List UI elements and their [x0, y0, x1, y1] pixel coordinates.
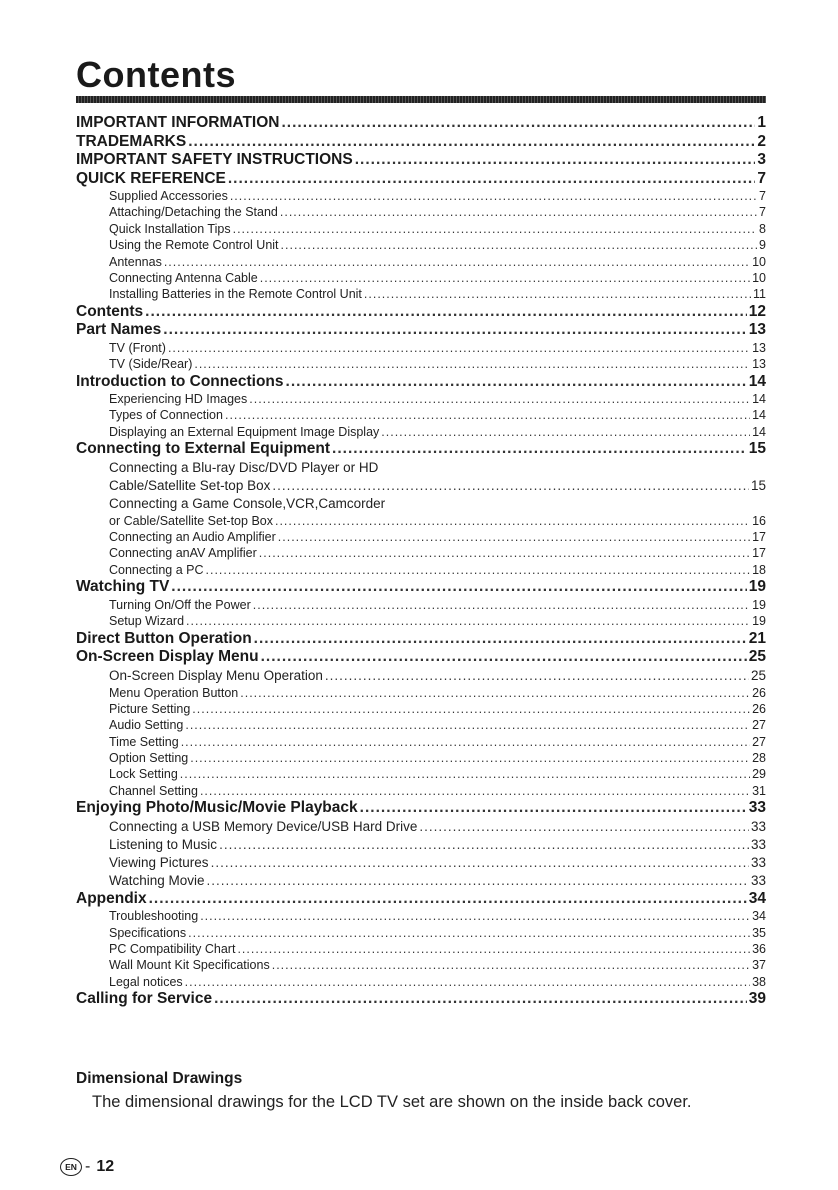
- toc-subsection-entry[interactable]: [76, 957, 766, 973]
- toc-dot-leader: [180, 766, 750, 782]
- toc-subsection-entry[interactable]: [76, 188, 766, 204]
- toc-entry-label: Antennas: [109, 254, 162, 269]
- toc-dot-leader: [260, 270, 750, 286]
- toc-page-number: 27: [752, 718, 766, 733]
- toc-subsection-entry[interactable]: [76, 237, 766, 253]
- toc-subsection-entry[interactable]: [76, 854, 766, 872]
- toc-entry-label: Calling for Service: [76, 990, 213, 1008]
- toc-page-number: 7: [759, 188, 766, 203]
- toc-page-number: 13: [752, 340, 766, 355]
- toc-page-number: 13: [748, 321, 766, 339]
- toc-page-number: 13: [752, 357, 766, 372]
- toc-subsection-entry[interactable]: [76, 597, 766, 613]
- toc-section-entry[interactable]: [76, 648, 766, 667]
- toc-dot-leader: [325, 667, 749, 685]
- toc-dot-leader: [163, 321, 746, 340]
- toc-section-entry[interactable]: [76, 890, 766, 909]
- toc-entry-label: IMPORTANT SAFETY INSTRUCTIONS: [76, 151, 353, 168]
- toc-page-number: 2: [757, 132, 766, 150]
- toc-section-entry[interactable]: [76, 114, 766, 133]
- toc-entry-label: Introduction to Connections: [76, 372, 284, 390]
- toc-page-number: 7: [757, 169, 766, 187]
- toc-subsection-entry[interactable]: [76, 254, 766, 270]
- toc-entry-label: Supplied Accessories: [109, 188, 228, 203]
- toc-entry-label: Menu Operation Button: [109, 685, 239, 700]
- toc-entry-label: Wall Mount Kit Specifications: [109, 958, 270, 973]
- toc-dot-leader: [192, 701, 750, 717]
- toc-section-entry[interactable]: [76, 440, 766, 459]
- toc-section-entry[interactable]: [76, 990, 766, 1009]
- toc-dot-leader: [272, 477, 749, 495]
- footer-separator: -: [85, 1158, 91, 1175]
- toc-subsection-entry[interactable]: [76, 667, 766, 685]
- page-number: 12: [96, 1158, 115, 1175]
- toc-subsection-entry[interactable]: [76, 204, 766, 220]
- toc-page-number: 14: [752, 392, 766, 406]
- toc-dot-leader: [355, 151, 756, 170]
- toc-subsection-entry[interactable]: [76, 391, 766, 407]
- toc-dot-leader: [168, 340, 750, 356]
- toc-dot-leader: [225, 407, 750, 423]
- toc-entry-label: Quick Installation Tips: [109, 221, 231, 236]
- toc-entry-label: Lock Setting: [109, 767, 178, 782]
- toc-entry-label: IMPORTANT INFORMATION: [76, 114, 280, 131]
- toc-dot-leader: [281, 114, 755, 133]
- toc-dot-leader: [360, 799, 747, 818]
- toc-entry-label: Connecting Antenna Cable: [109, 270, 258, 285]
- toc-subsection-entry[interactable]: [76, 685, 766, 701]
- dimensional-drawings-heading: Dimensional Drawings: [76, 1070, 243, 1087]
- toc-dot-leader: [419, 818, 749, 836]
- toc-entry-label: TRADEMARKS: [76, 132, 187, 150]
- toc-subsection-entry[interactable]: [76, 717, 766, 733]
- toc-dot-leader: [233, 221, 757, 237]
- toc-page-number: 19: [752, 597, 766, 612]
- toc-dot-leader: [188, 133, 755, 152]
- toc-subsection-entry[interactable]: [76, 270, 766, 286]
- language-badge-icon: EN: [60, 1158, 82, 1176]
- toc-subsection-entry[interactable]: [76, 836, 766, 854]
- toc-section-entry[interactable]: [76, 133, 766, 152]
- toc-page-number: 33: [750, 836, 766, 852]
- toc-dot-leader: [190, 750, 750, 766]
- toc-page-number: 7: [759, 205, 766, 220]
- toc-entry-label: Appendix: [76, 889, 147, 907]
- toc-section-entry[interactable]: [76, 321, 766, 340]
- title-rule: [76, 96, 766, 103]
- toc-entry-label: Audio Setting: [109, 718, 184, 733]
- toc-page-number: 33: [750, 872, 766, 888]
- table-of-contents: [76, 114, 766, 1009]
- toc-page-number: 8: [759, 221, 766, 236]
- toc-dot-leader: [259, 545, 750, 561]
- toc-entry-label: Troubleshooting: [109, 909, 199, 924]
- toc-dot-leader: [228, 170, 756, 189]
- toc-subsection-entry[interactable]: [76, 783, 766, 799]
- dimensional-drawings-text: The dimensional drawings for the LCD TV set are shown on the inside back cover.: [92, 1093, 692, 1111]
- toc-entry-label: Attaching/Detaching the Stand: [109, 205, 278, 220]
- toc-subsection-entry[interactable]: [76, 562, 766, 578]
- toc-subsection-entry[interactable]: [76, 750, 766, 766]
- toc-subsection-entry[interactable]: [76, 477, 766, 495]
- toc-page-number: 18: [752, 562, 766, 577]
- toc-subsection-entry[interactable]: [76, 941, 766, 957]
- toc-dot-leader: [364, 286, 751, 302]
- toc-entry-label: On-Screen Display Menu: [76, 648, 259, 666]
- toc-page-number: 29: [752, 767, 766, 782]
- toc-page-number: 36: [752, 942, 766, 957]
- toc-entry-label: Setup Wizard: [109, 614, 185, 629]
- toc-entry-label: Part Names: [76, 321, 162, 339]
- page-footer: [60, 1158, 114, 1176]
- toc-page-number: 26: [752, 685, 766, 700]
- toc-dot-leader: [254, 630, 747, 649]
- toc-page-number: 10: [752, 254, 766, 269]
- toc-page-number: 14: [748, 372, 766, 390]
- toc-dot-leader: [200, 783, 750, 799]
- toc-dot-leader: [275, 513, 750, 529]
- toc-subsection-entry[interactable]: [76, 701, 766, 717]
- toc-dot-leader: [207, 872, 749, 890]
- toc-section-entry[interactable]: [76, 799, 766, 818]
- toc-entry-label: Displaying an External Equipment Image Display: [109, 424, 380, 439]
- page-title: Contents: [76, 54, 236, 95]
- toc-page-number: 33: [750, 854, 766, 870]
- toc-dot-leader: [219, 836, 749, 854]
- toc-dot-leader: [145, 303, 747, 322]
- toc-entry-label: On-Screen Display Menu Operation: [109, 667, 323, 683]
- toc-page-number: 19: [748, 578, 766, 596]
- toc-page-number: 25: [750, 667, 766, 683]
- toc-entry-label: Direct Button Operation: [76, 629, 252, 647]
- toc-page-number: 31: [752, 783, 766, 798]
- toc-dot-leader: [230, 188, 757, 204]
- toc-page-number: 14: [752, 408, 766, 423]
- toc-entry-label: Specifications: [109, 925, 187, 940]
- toc-entry-label: or Cable/Satellite Set-top Box: [109, 513, 273, 528]
- toc-dot-leader: [332, 440, 747, 459]
- toc-subsection-entry[interactable]: [76, 340, 766, 356]
- toc-entry-label: Installing Batteries in the Remote Control Unit: [109, 287, 362, 302]
- toc-entry-label: Turning On/Off the Power: [109, 597, 251, 612]
- toc-dot-leader: [286, 373, 747, 392]
- toc-page-number: 9: [759, 238, 766, 253]
- toc-section-entry[interactable]: [76, 303, 766, 322]
- toc-entry-label: Listening to Music: [109, 836, 218, 852]
- toc-entry-label: Types of Connection: [109, 408, 223, 423]
- toc-page-number: 17: [752, 530, 766, 545]
- toc-page-number: 28: [752, 751, 766, 766]
- toc-dot-leader: [261, 648, 747, 667]
- toc-dot-leader: [237, 941, 750, 957]
- toc-entry-label: Connecting to External Equipment: [76, 440, 331, 458]
- toc-entry-label: Time Setting: [109, 734, 179, 749]
- toc-page-number: 19: [752, 614, 766, 629]
- toc-entry-label: Connecting a PC: [109, 562, 204, 577]
- toc-dot-leader: [185, 717, 750, 733]
- toc-section-entry[interactable]: [76, 630, 766, 649]
- toc-page-number: 37: [752, 958, 766, 973]
- toc-page-number: 15: [748, 440, 766, 458]
- toc-section-entry[interactable]: [76, 373, 766, 392]
- toc-subsection-entry[interactable]: [76, 734, 766, 750]
- toc-subsection-entry[interactable]: [76, 529, 766, 545]
- toc-entry-label: Legal notices: [109, 974, 183, 989]
- toc-dot-leader: [186, 613, 750, 629]
- toc-dot-leader: [171, 578, 746, 597]
- toc-section-entry[interactable]: [76, 151, 766, 170]
- toc-dot-leader: [240, 685, 750, 701]
- toc-page-number: 33: [748, 799, 766, 817]
- toc-entry-label: Picture Setting: [109, 701, 191, 716]
- toc-subsection-entry[interactable]: [76, 356, 766, 372]
- toc-dot-leader: [253, 597, 750, 613]
- toc-page-number: 26: [752, 701, 766, 716]
- toc-page-number: 27: [752, 734, 766, 749]
- toc-dot-leader: [149, 890, 747, 909]
- toc-dot-leader: [164, 254, 750, 270]
- toc-dot-leader: [188, 925, 750, 941]
- toc-page-number: 17: [752, 546, 766, 561]
- toc-dot-leader: [206, 562, 751, 578]
- toc-entry-label: TV (Side/Rear): [109, 357, 193, 372]
- toc-subsection-entry[interactable]: [76, 766, 766, 782]
- toc-dot-leader: [278, 529, 750, 545]
- toc-page-number: 1: [757, 114, 766, 131]
- toc-entry-label: Viewing Pictures: [109, 854, 209, 870]
- toc-entry-label: Option Setting: [109, 751, 189, 766]
- toc-dot-leader: [272, 957, 750, 973]
- toc-subsection-entry[interactable]: [76, 221, 766, 237]
- toc-page-number: 39: [748, 990, 766, 1008]
- toc-page-number: 35: [752, 925, 766, 940]
- toc-dot-leader: [280, 204, 757, 220]
- toc-entry-label: PC Compatibility Chart: [109, 942, 236, 957]
- toc-page-number: 25: [748, 648, 766, 666]
- toc-subsection-entry[interactable]: [76, 818, 766, 836]
- toc-entry-label: QUICK REFERENCE: [76, 169, 226, 187]
- toc-entry-label: Connecting a USB Memory Device/USB Hard Drive: [109, 818, 418, 834]
- toc-page-number: 3: [757, 151, 766, 168]
- toc-page-number: 38: [752, 974, 766, 989]
- toc-page-number: 10: [752, 270, 766, 285]
- toc-entry-label: Connecting an Audio Amplifier: [109, 530, 276, 545]
- toc-dot-leader: [211, 854, 749, 872]
- toc-subsection-entry[interactable]: [76, 925, 766, 941]
- toc-subsection-entry[interactable]: [76, 513, 766, 529]
- toc-subsection-entry[interactable]: [76, 407, 766, 423]
- toc-entry-label: Cable/Satellite Set-top Box: [109, 477, 271, 493]
- toc-page-number: 12: [748, 302, 766, 320]
- toc-entry-continued: Connecting a Blu-ray Disc/DVD Player or HD: [109, 459, 379, 475]
- toc-page-number: 15: [750, 477, 766, 493]
- toc-dot-leader: [185, 974, 750, 990]
- toc-dot-leader: [194, 356, 750, 372]
- toc-entry-label: Channel Setting: [109, 783, 198, 798]
- toc-entry-label: Watching TV: [76, 578, 170, 596]
- toc-page-number: 21: [748, 629, 766, 647]
- toc-page-number: 34: [752, 909, 766, 924]
- toc-page-number: 14: [752, 424, 766, 439]
- toc-subsection-entry[interactable]: [76, 872, 766, 890]
- toc-section-entry[interactable]: [76, 578, 766, 597]
- toc-subsection-entry[interactable]: [76, 545, 766, 561]
- toc-dot-leader: [181, 734, 750, 750]
- toc-entry-label: Connecting anAV Amplifier: [109, 546, 257, 561]
- toc-entry-label: Using the Remote Control Unit: [109, 238, 279, 253]
- toc-dot-leader: [381, 424, 750, 440]
- toc-dot-leader: [249, 391, 750, 407]
- toc-subsection-entry[interactable]: [76, 286, 766, 302]
- toc-entry-label: Watching Movie: [109, 872, 205, 888]
- toc-entry-label: Enjoying Photo/Music/Movie Playback: [76, 799, 358, 817]
- toc-entry-label: Experiencing HD Images: [109, 392, 248, 406]
- toc-entry-continued: Connecting a Game Console,VCR,Camcorder: [109, 495, 386, 511]
- toc-page-number: 16: [752, 513, 766, 528]
- toc-dot-leader: [200, 908, 750, 924]
- toc-entry-label: TV (Front): [109, 340, 166, 355]
- toc-page-number: 34: [748, 889, 766, 907]
- toc-subsection-entry[interactable]: [76, 908, 766, 924]
- toc-page-number: 33: [750, 818, 766, 834]
- toc-subsection-entry[interactable]: [76, 613, 766, 629]
- toc-subsection-entry[interactable]: [76, 424, 766, 440]
- toc-entry-label: Contents: [76, 302, 144, 320]
- toc-dot-leader: [281, 237, 758, 253]
- toc-subsection-entry[interactable]: [76, 974, 766, 990]
- toc-dot-leader: [214, 990, 747, 1009]
- toc-section-entry[interactable]: [76, 170, 766, 189]
- toc-page-number: 11: [753, 287, 766, 302]
